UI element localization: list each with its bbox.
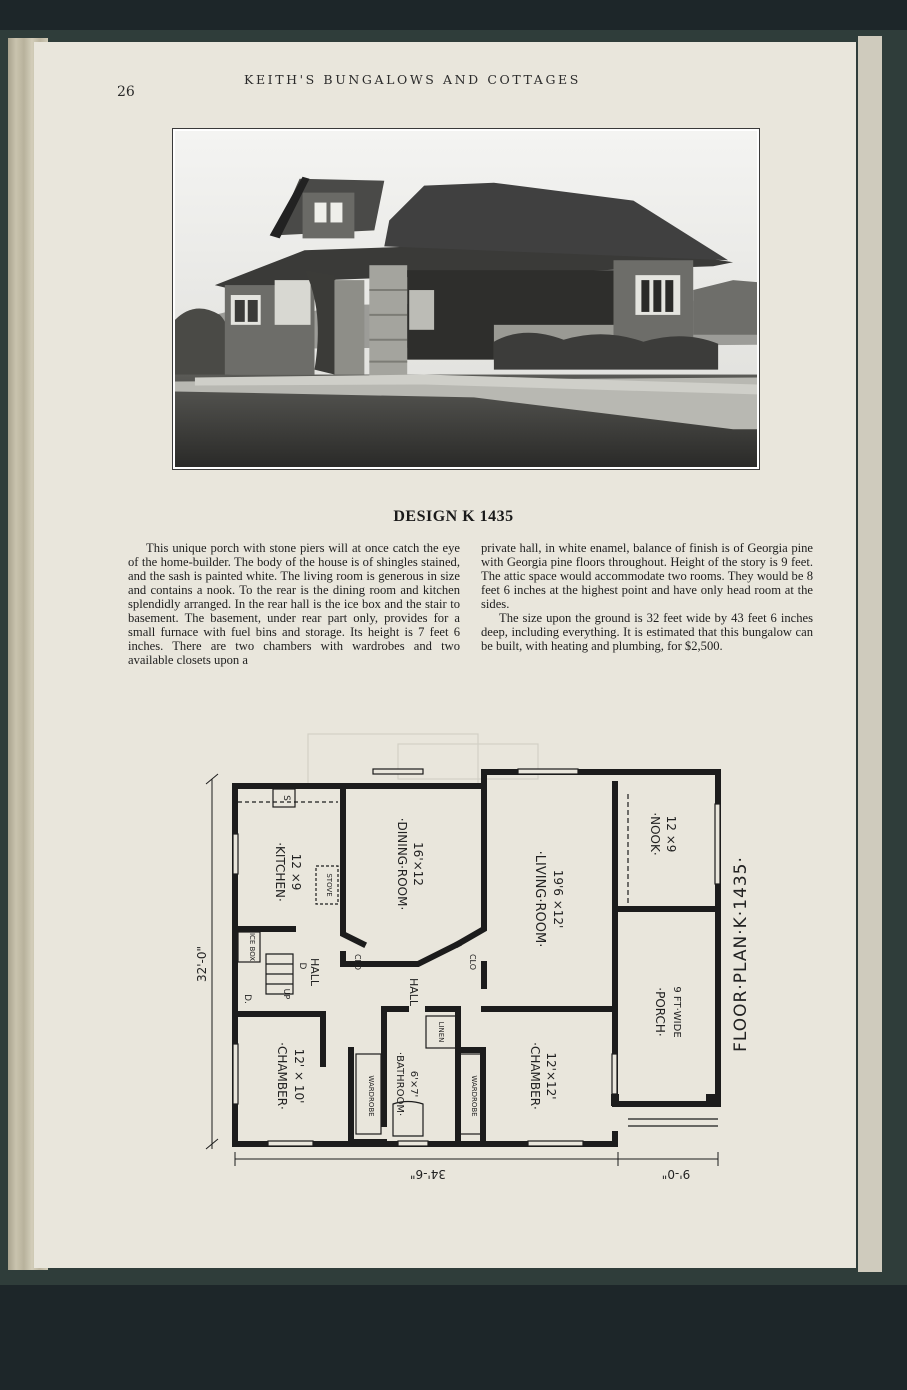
sink-label: S <box>281 795 291 801</box>
porch-depth-dimension: 9'-0" <box>661 1167 691 1181</box>
page-number: 26 <box>117 84 135 100</box>
article-column-right <box>481 541 813 653</box>
floor-plan-title: FLOOR·PLAN·K·1435· <box>731 856 751 1052</box>
stove-label: STOVE <box>325 873 333 897</box>
article-paragraph: private hall, in white enamel, balance of finish is of Georgia pine with Georgia pine floors throughout. Height of the story is 9 feet. The attic space would accommodate two rooms. They would be 8 feet 6 inches at the highest point and have only head room at the sides. <box>481 541 813 612</box>
hall-rear-label: HALL <box>308 957 321 987</box>
article-column-left <box>128 541 460 667</box>
linen-label: LINEN <box>437 1021 445 1043</box>
design-title: DESIGN K 1435 <box>393 508 514 525</box>
wardrobe-right-label: WARDROBE <box>470 1075 478 1117</box>
closet-right-label: CLO <box>468 953 477 971</box>
depth-dimension: 34'-6" <box>409 1167 447 1181</box>
porch-label: ·PORCH· <box>653 987 667 1037</box>
hall-private-label: HALL <box>407 977 420 1007</box>
door-label: D. <box>242 994 252 1004</box>
chamber-right-size: 12'×12' <box>544 1052 558 1100</box>
running-head: KEITH'S BUNGALOWS AND COTTAGES <box>244 72 581 87</box>
chamber-right-label: ·CHAMBER· <box>528 1042 542 1110</box>
ice-box-label: ICE BOX <box>248 932 256 962</box>
nook-size: 12 ×9 <box>664 815 678 853</box>
stair-up-label: UP <box>282 988 291 1000</box>
closet-left-label: CLO <box>353 953 362 971</box>
porch-size: 9 FT·WIDE <box>671 986 682 1038</box>
floor-plan <box>195 754 758 1181</box>
house-photo <box>172 128 760 470</box>
bathroom-label: ·BATHROOM· <box>394 1051 405 1117</box>
article-paragraph: This unique porch with stone piers will at once catch the eye of the home-builder. The body of the house is of shingles stained, and the sash is painted white. The living room is generous in size and contains a nook. To the rear is the dining room and kitchen splendidly arranged. In the rear hall is the ice box and the stair to basement. The basement, under rear part only, provides for a small furnace with fuel bins and storage. Its height is 7 feet 6 inches. There are two chambers with wardrobes and two available closets upon a <box>128 541 460 668</box>
bungalow-photo-icon <box>175 131 757 467</box>
kitchen-label: ·KITCHEN· <box>273 842 287 902</box>
facing-page-edge <box>858 36 882 1272</box>
living-size: 19'6 ×12' <box>551 869 565 929</box>
article-paragraph: The size upon the ground is 32 feet wide by 43 feet 6 inches deep, including everything. It is estimated that this bungalow can be built, with heating and plumbing, for $2,500. <box>481 611 813 654</box>
bathroom-size: 6'×7' <box>408 1070 419 1098</box>
door-label: D <box>297 962 307 970</box>
width-dimension: 32'-0" <box>195 945 209 983</box>
wardrobe-left-label: WARDROBE <box>367 1075 375 1117</box>
chamber-left-label: ·CHAMBER· <box>275 1042 289 1110</box>
living-label: ·LIVING·ROOM· <box>532 850 547 948</box>
book-cover-right <box>882 36 907 1272</box>
dining-size: 16'×12 <box>411 842 425 886</box>
chamber-left-size: 12' × 10' <box>292 1048 306 1104</box>
dining-label: ·DINING·ROOM· <box>395 817 409 911</box>
nook-label: ·NOOK· <box>648 812 662 856</box>
kitchen-size: 12 ×9 <box>289 853 303 891</box>
